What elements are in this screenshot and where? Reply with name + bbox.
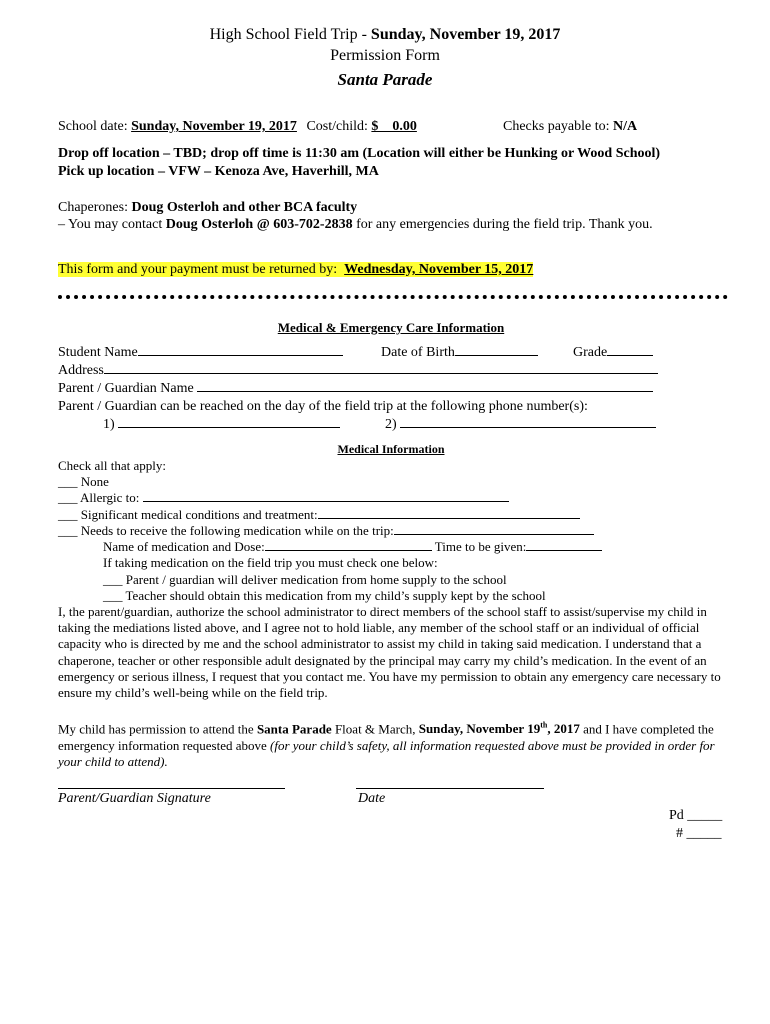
authorization-paragraph: I, the parent/guardian, authorize the school administrator to direct members of the school staff to assist/supervise my child in taking the mediations listed above, and I agree not to hold liable, any member of the school staff or an individual of official capacity who is directed by me and the school administrator to assist my child in taking said medication. I understand that a chaperone, teacher or other responsible adult designated by the principal may carry my child’s medication. In the event of an emergency or serious illness, I request that you contact me. You have my permission to obtain any emergency care necessary to ensure my child’s well-being while on the field trip. (58, 604, 721, 701)
med-dose-label: Name of medication and Dose: (103, 539, 265, 554)
address-field[interactable] (58, 363, 658, 379)
check-all-label: Check all that apply: (58, 458, 166, 473)
perm-part3: and I have completed the emergency information requested above (58, 721, 714, 753)
cost-label: Cost/child: (306, 119, 372, 134)
medication-dose-row[interactable] (103, 539, 602, 555)
conditions-line[interactable] (318, 517, 580, 519)
medication-label: ___ Needs to receive the following medication while on the trip: (58, 523, 394, 538)
student-name-line[interactable] (138, 354, 343, 356)
if-taking-text: If taking medication on the field trip you must check one below: (103, 555, 438, 570)
guardian-name-label: Parent / Guardian Name (58, 381, 194, 396)
cost-value: $ 0.00 (371, 119, 417, 134)
school-date-label: School date: (58, 119, 132, 134)
perm-date-a: Sunday, November 19 (418, 721, 541, 737)
perm-part2: Float & March, (331, 721, 419, 737)
med-dose-line[interactable] (265, 549, 432, 551)
form-subtitle: Permission Form (330, 47, 440, 64)
perm-part1: My child has permission to attend the (58, 721, 257, 737)
number-field[interactable]: # _____ (676, 826, 722, 841)
phone1-field[interactable] (103, 417, 340, 433)
address-line[interactable] (104, 372, 658, 374)
perm-date-sup: th (540, 721, 548, 730)
return-deadline-row (58, 262, 533, 278)
time-given-label: Time to be given: (431, 539, 527, 554)
medical-emergency-heading: Medical & Emergency Care Information (277, 320, 505, 335)
phone1-label: 1) (103, 417, 115, 432)
return-text: This form and your payment must be returned by: (58, 262, 345, 277)
section-divider (58, 295, 728, 299)
form-title-line (0, 26, 770, 44)
paid-field[interactable]: Pd _____ (669, 808, 723, 823)
date-label: Date (358, 791, 386, 806)
trip-type: High School Field Trip - (209, 26, 371, 43)
option-parent-deliver[interactable]: ___ Parent / guardian will deliver medication from home supply to the school (103, 572, 507, 587)
checks-value: N/A (613, 119, 638, 134)
chaperones-label: Chaperones: (58, 200, 132, 215)
return-date: Wednesday, November 15, 2017 (344, 262, 534, 277)
school-date-value: Sunday, November 19, 2017 (131, 119, 297, 134)
allergic-label: ___ Allergic to: (58, 490, 143, 505)
chaperones-row (58, 200, 357, 216)
option-conditions[interactable] (58, 507, 580, 523)
trip-date-heading: Sunday, November 19, 2017 (370, 26, 561, 43)
phone2-label: 2) (385, 417, 397, 432)
conditions-label: ___ Significant medical conditions and treatment: (58, 507, 318, 522)
option-medication[interactable] (58, 523, 594, 539)
checks-label: Checks payable to: (503, 119, 614, 134)
contact-row (58, 217, 653, 233)
dropoff-info: Drop off location – TBD; drop off time is 11:30 am (Location will either be Hunking or Wood School) (58, 146, 661, 161)
phone2-field[interactable] (385, 417, 656, 433)
medication-line[interactable] (394, 533, 594, 535)
perm-date (419, 721, 580, 736)
pickup-info: Pick up location – VFW – Kenoza Ave, Haverhill, MA (58, 164, 379, 179)
signature-label: Parent/Guardian Signature (58, 791, 211, 806)
school-date-row (58, 119, 417, 135)
time-given-line[interactable] (526, 549, 602, 551)
address-label: Address (58, 363, 104, 378)
option-teacher-obtain[interactable]: ___ Teacher should obtain this medication from my child’s supply kept by the school (103, 588, 546, 603)
phone1-line[interactable] (118, 426, 340, 428)
event-name: Santa Parade (337, 70, 433, 89)
guardian-name-field[interactable] (58, 381, 653, 397)
dob-field[interactable] (381, 345, 538, 361)
perm-date-b: , 2017 (547, 721, 580, 737)
chaperones-value: Doug Osterloh and other BCA faculty (131, 200, 358, 215)
contact-suffix: for any emergencies during the field trip. Thank you. (352, 217, 653, 232)
perm-note: (for your child’s safety, all information requested above must be provided in order for your child to attend). (58, 737, 715, 769)
permission-statement (58, 718, 728, 770)
grade-label: Grade (573, 345, 608, 360)
date-line[interactable] (356, 788, 544, 789)
allergic-line[interactable] (143, 500, 509, 502)
medical-info-heading: Medical Information (337, 442, 445, 456)
student-name-label: Student Name (58, 345, 138, 360)
student-name-field[interactable] (58, 345, 343, 361)
phone2-line[interactable] (400, 426, 656, 428)
checks-payable-row (503, 119, 637, 135)
signature-line[interactable] (58, 788, 285, 789)
guardian-name-line[interactable] (197, 390, 653, 392)
dob-label: Date of Birth (381, 345, 455, 360)
contact-prefix: – You may contact (58, 217, 166, 232)
dob-line[interactable] (455, 354, 538, 356)
contact-phone: Doug Osterloh @ 603-702-2838 (165, 217, 353, 232)
perm-event: Santa Parade (256, 721, 332, 737)
reach-text: Parent / Guardian can be reached on the day of the field trip at the following phone number(s): (58, 399, 588, 414)
grade-line[interactable] (607, 354, 653, 356)
option-allergic[interactable] (58, 490, 509, 506)
grade-field[interactable] (573, 345, 653, 361)
option-none[interactable]: ___ None (58, 474, 109, 489)
